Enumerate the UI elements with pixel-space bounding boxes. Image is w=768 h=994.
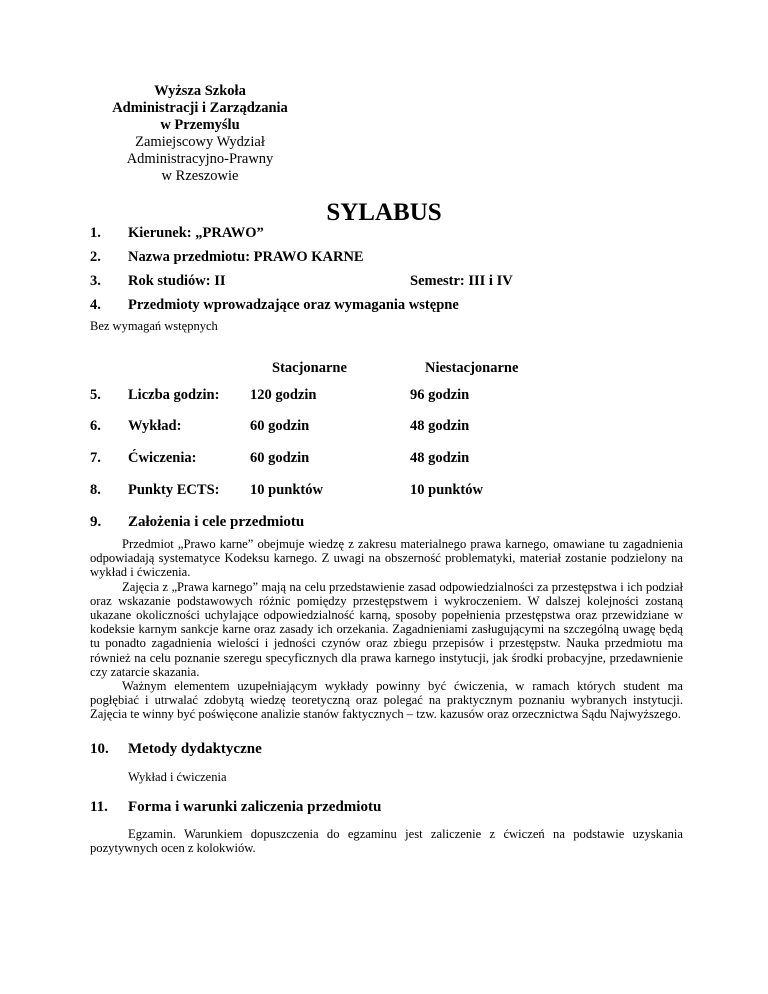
row-number: 5. (90, 387, 101, 403)
column-header-extramural: Niestacjonarne (425, 360, 519, 376)
cell-stationary: 10 punktów (250, 482, 323, 498)
section-number: 10. (90, 741, 109, 757)
header-line: w Przemyślu (160, 117, 240, 133)
header-line: Administracyjno-Prawny (126, 151, 274, 167)
item-number: 1. (90, 225, 101, 241)
item-number: 2. (90, 249, 101, 265)
row-label-exercises: Ćwiczenia: (128, 450, 197, 466)
row-label-hours: Liczba godzin: (128, 387, 220, 403)
methods-text: Wykład i ćwiczenia (128, 770, 227, 784)
prerequisites-note: Bez wymagań wstępnych (90, 319, 218, 333)
row-label-ects: Punkty ECTS: (128, 482, 220, 498)
column-header-stationary: Stacjonarne (272, 360, 347, 376)
row-number: 8. (90, 482, 101, 498)
section-goals-body (90, 537, 683, 722)
cell-extramural: 48 godzin (410, 418, 470, 434)
cell-stationary: 120 godzin (250, 387, 317, 403)
cell-extramural: 96 godzin (410, 387, 470, 403)
header-line: w Rzeszowie (161, 168, 239, 184)
cell-extramural: 48 godzin (410, 450, 470, 466)
cell-stationary: 60 godzin (250, 418, 310, 434)
paragraph: Egzamin. Warunkiem dopuszczenia do egzaminu jest zaliczenie z ćwiczeń na podstawie uzyskania pozytywnych ocen z kolokwiów. (90, 827, 683, 856)
row-label-lecture: Wykład: (128, 418, 182, 434)
assessment-text (90, 827, 683, 855)
field-subject-name: Nazwa przedmiotu: PRAWO KARNE (128, 249, 364, 265)
item-number: 3. (90, 273, 101, 289)
row-number: 6. (90, 418, 101, 434)
section-number: 11. (90, 799, 108, 815)
paragraph: Zajęcia z „Prawa karnego” mają na celu przedstawienie zasad odpowiedzialności za przestępstwa i ich podział oraz wskazanie podstawowych różnic pomiędzy przestępstwem i wykroczeniem. W dalszej kolejności zostaną ukazane okoliczności uchylające odpowiedzialność karną, sposoby popełnienia przestępstwa oraz przewidziane w kodeksie karnym sankcje karne oraz zasady ich orzekania. Zagadnieniami zasługującymi na szczególną uwagę będą tu ponadto zagadnienia wielości i jedności czynów oraz zbiegu przepisów i przestępstw. Nauka przedmiotu ma również na celu poznanie szeregu specyficznych dla prawa karnego instytucji, jak środki probacyjne, przedawnienie czy zatarcie skazania. (90, 579, 683, 679)
field-direction: Kierunek: „PRAWO” (128, 225, 264, 241)
cell-extramural: 10 punktów (410, 482, 483, 498)
header-line: Zamiejscowy Wydział (135, 134, 265, 150)
section-title-assessment: Forma i warunki zaliczenia przedmiotu (128, 799, 382, 815)
header-line: Wyższa Szkoła (154, 83, 246, 99)
section-title-methods: Metody dydaktyczne (128, 741, 262, 757)
field-semester: Semestr: III i IV (410, 273, 513, 289)
header-line: Administracji i Zarządzania (112, 100, 288, 116)
paragraph: Ważnym elementem uzupełniającym wykłady powinny być ćwiczenia, w ramach których student ma pogłębiać i utrwalać zdobytą wiedzę teoretyczną oraz polegać na praktycznym poznaniu wybranych instytucji. Zajęcia te winny być poświęcone analizie stanów faktycznych – tzw. kazusów oraz orzecznictwa Sądu Najwyższego. (90, 679, 683, 722)
institution-header (90, 83, 310, 185)
item-number: 4. (90, 297, 101, 313)
paragraph: Przedmiot „Prawo karne” obejmuje wiedzę z zakresu materialnego prawa karnego, omawiane tu zagadnienia odpowiadają systematyce Kodeksu karnego. Z uwagi na obszerność problematyki, materiał zostanie podzielony na wykład i ćwiczenia. (90, 537, 683, 580)
page-title: SYLABUS (326, 199, 442, 226)
cell-stationary: 60 godzin (250, 450, 310, 466)
field-prerequisites: Przedmioty wprowadzające oraz wymagania wstępne (128, 297, 459, 313)
field-study-year: Rok studiów: II (128, 273, 226, 289)
section-title-goals: Założenia i cele przedmiotu (128, 514, 305, 530)
section-number: 9. (90, 514, 102, 530)
row-number: 7. (90, 450, 101, 466)
